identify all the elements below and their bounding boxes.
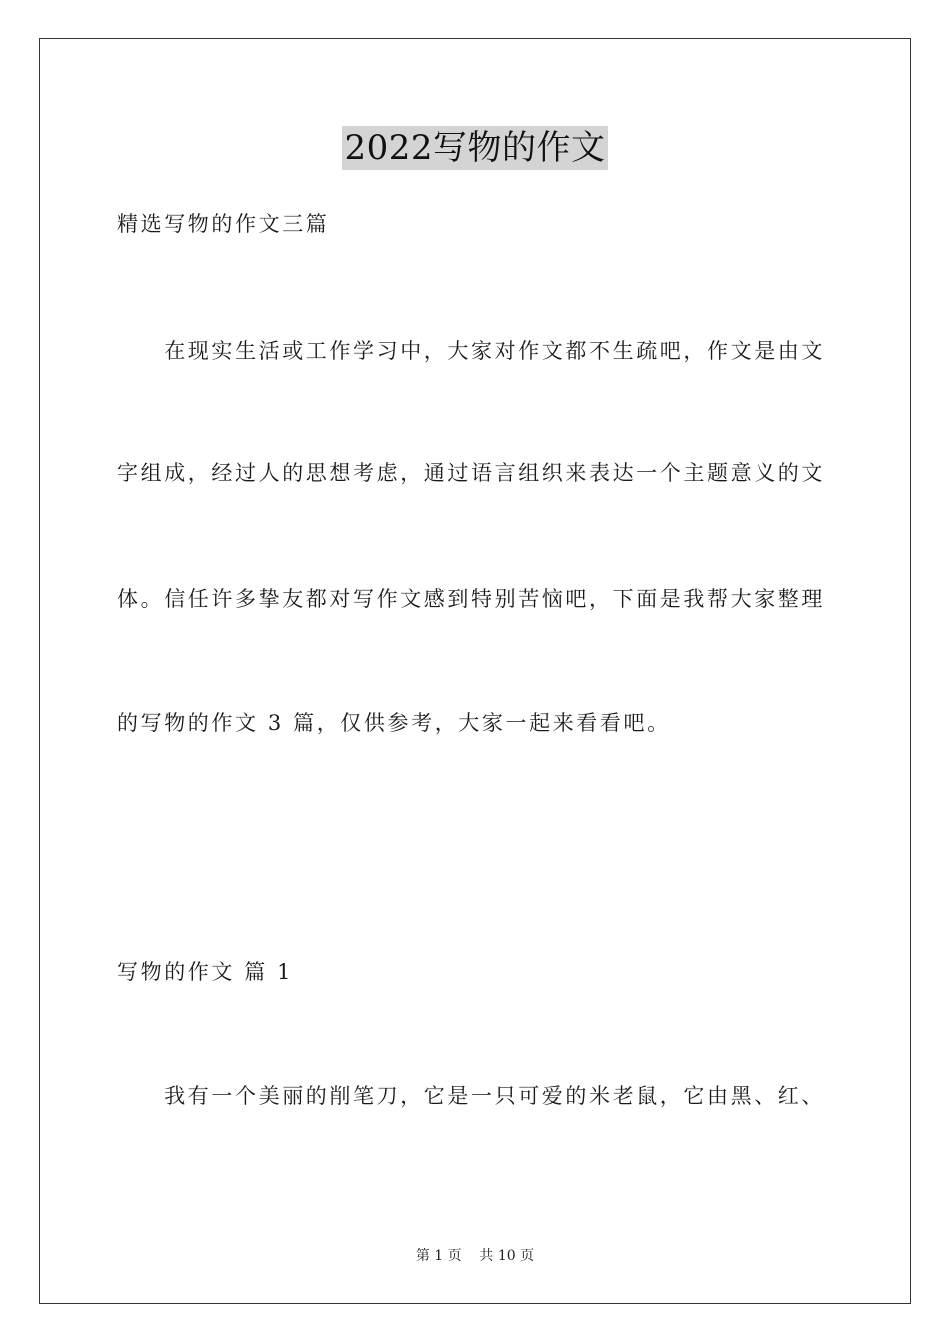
intro-line-1: 在现实生活或工作学习中，大家对作文都不生疏吧，作文是由文 (117, 339, 825, 363)
intro-line-2: 字组成，经过人的思想考虑，通过语言组织来表达一个主题意义的文 (117, 461, 825, 485)
intro-line-3: 体。信任许多挚友都对写作文感到特别苦恼吧，下面是我帮大家整理 (117, 587, 825, 611)
intro-line-4: 的写物的作文 3 篇，仅供参考，大家一起来看看吧。 (117, 711, 671, 735)
title-container (0, 126, 950, 170)
section-heading: 写物的作文 篇 1 (117, 960, 294, 984)
document-title: 2022写物的作文 (344, 128, 606, 168)
section-paragraph-line-1: 我有一个美丽的削笔刀，它是一只可爱的米老鼠，它由黑、红、 (117, 1084, 825, 1108)
document-subtitle: 精选写物的作文三篇 (117, 212, 330, 236)
page-footer: 第 1 页 共 10 页 (415, 1248, 535, 1264)
